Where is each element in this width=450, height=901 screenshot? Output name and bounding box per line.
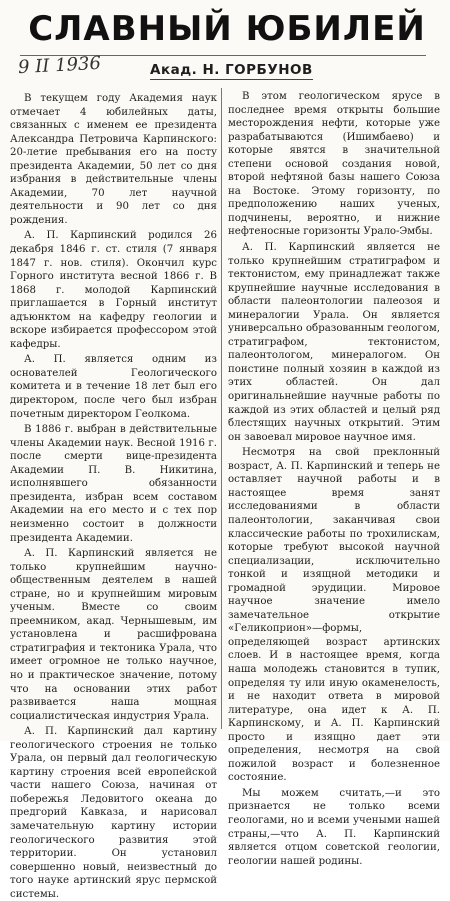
paragraph: В текущем году Академия наук отмечает 4 юбилейных даты, связанных с именем ее президента Александра Петровича Карпинского: 20-летие пребывания его на посту президента Академии, 50 лет со дня избрания в действительные члены Академии, 70 лет научной деятельности и 90 лет со дня рождения. (10, 93, 217, 226)
paragraph: А. П. Карпинский родился 26 декабря 1846 г. ст. стиля (7 января 1847 г. нов. стиля). Окончил курс Горного института весной 1866 г. В 1868 г. молодой Карпинский приглашается в Горный институт адъюнктом на кафедру геологии и вскоре избирается профессором этой кафедры. (10, 230, 217, 350)
article-headline: СЛАВНЫЙ ЮБИЛЕЙ (28, 9, 426, 49)
right-column (228, 90, 440, 867)
paragraph: А. П. Карпинский дал картину геологического строения не только Урала, он первый дал геологическую картину строения всей европейской части нашего Союза, начиная от побережья Ледовитого океана до предгорий Кавказа, и нарисовал замечательную картину истории геологического развития этой территории. Он установил совершенно новый, неизвестный до того науке артинский ярус пермской системы. (10, 726, 217, 900)
left-column (10, 92, 217, 900)
paragraph: А. П. Карпинский является не только крупнейшим стратиграфом и тектонистом, ему принадлежат также крупнейшие научные исследования в области палеонтологии палеозоя и минералогии Урала. Он является универсально образованным геологом, стратиграфом, тектонистом, палеонтологом, минералогом. Он поистине полный хозяин в каждой из этих областей. Он дал оригинальнейшие научные работы по каждой из этих областей и целый ряд блестящих научных открытий. Этим он завоевал мировое научное имя. (228, 242, 440, 443)
paragraph: Несмотря на свой преклонный возраст, А. П. Карпинский и теперь не оставляет научной работы и в настоящее время занят исследованиями в области палеонтологии, заканчивая свои классические работы по трохилискам, которые требуют высокой научной специализации, исключительно тонкой и изящной методики и громадной эрудиции. Мировое научное значение имело замечательное открытие «Геликоприон»—формы, определяющей возраст артинских слоев. И в настоящее время, когда наша молодежь становится в тупик, определяя ту или иную окаменелость, и не находит ответа в мировой литературе, она идет к А. П. Карпинскому, и А. П. Карпинский просто и изящно дает эти определения, несмотря на свой пожилой возраст и болезненное состояние. (228, 447, 440, 784)
article-byline: Акад. Н. ГОРБУНОВ (150, 62, 313, 78)
column-divider (221, 88, 222, 729)
handwritten-date: 9 II 1936 (17, 52, 102, 79)
paragraph: В 1886 г. выбран в действительные члены Академии наук. Весной 1916 г. после смерти вице-президента Академии П. В. Никитина, исполнявшего обязанности президента, избран всем составом Академии на его место и с тех пор неизменно состоит в должности президента Академии. (10, 424, 217, 544)
paragraph: Мы можем считать,—и это признается не только всеми геологами, но и всеми учеными нашей страны,—что А. П. Карпинский является отцом советской геологии, геологии нашей родины. (228, 787, 440, 867)
paragraph: А. П. Карпинский является не только крупнейшим научно-общественным деятелем в нашей стране, но и крупнейшим мировым ученым. Вместе со своим преемником, акад. Чернышевым, им установлена и расшифрована стратиграфия и тектоника Урала, что имеет огромное не только научное, но и практическое значение, потому что на основании этих работ развивается наша мощная социалистическая индустрия Урала. (10, 548, 217, 722)
paragraph: А. П. является одним из основателей Геологического комитета и в течение 18 лет был его директором, после чего был избран почетным директором Геолкома. (10, 354, 217, 420)
paragraph: В этом геологическом ярусе в последнее время открыты большие месторождения нефти, которые уже разрабатываются (Ишимбаево) и которые явятся в значительной степени основой создания новой, второй нефтяной базы нашего Союза на Востоке. Этому горизонту, по предположению наших ученых, подчинены, вероятно, и нижние нефтеносные горизонты Урало-Эмбы. (228, 91, 440, 238)
